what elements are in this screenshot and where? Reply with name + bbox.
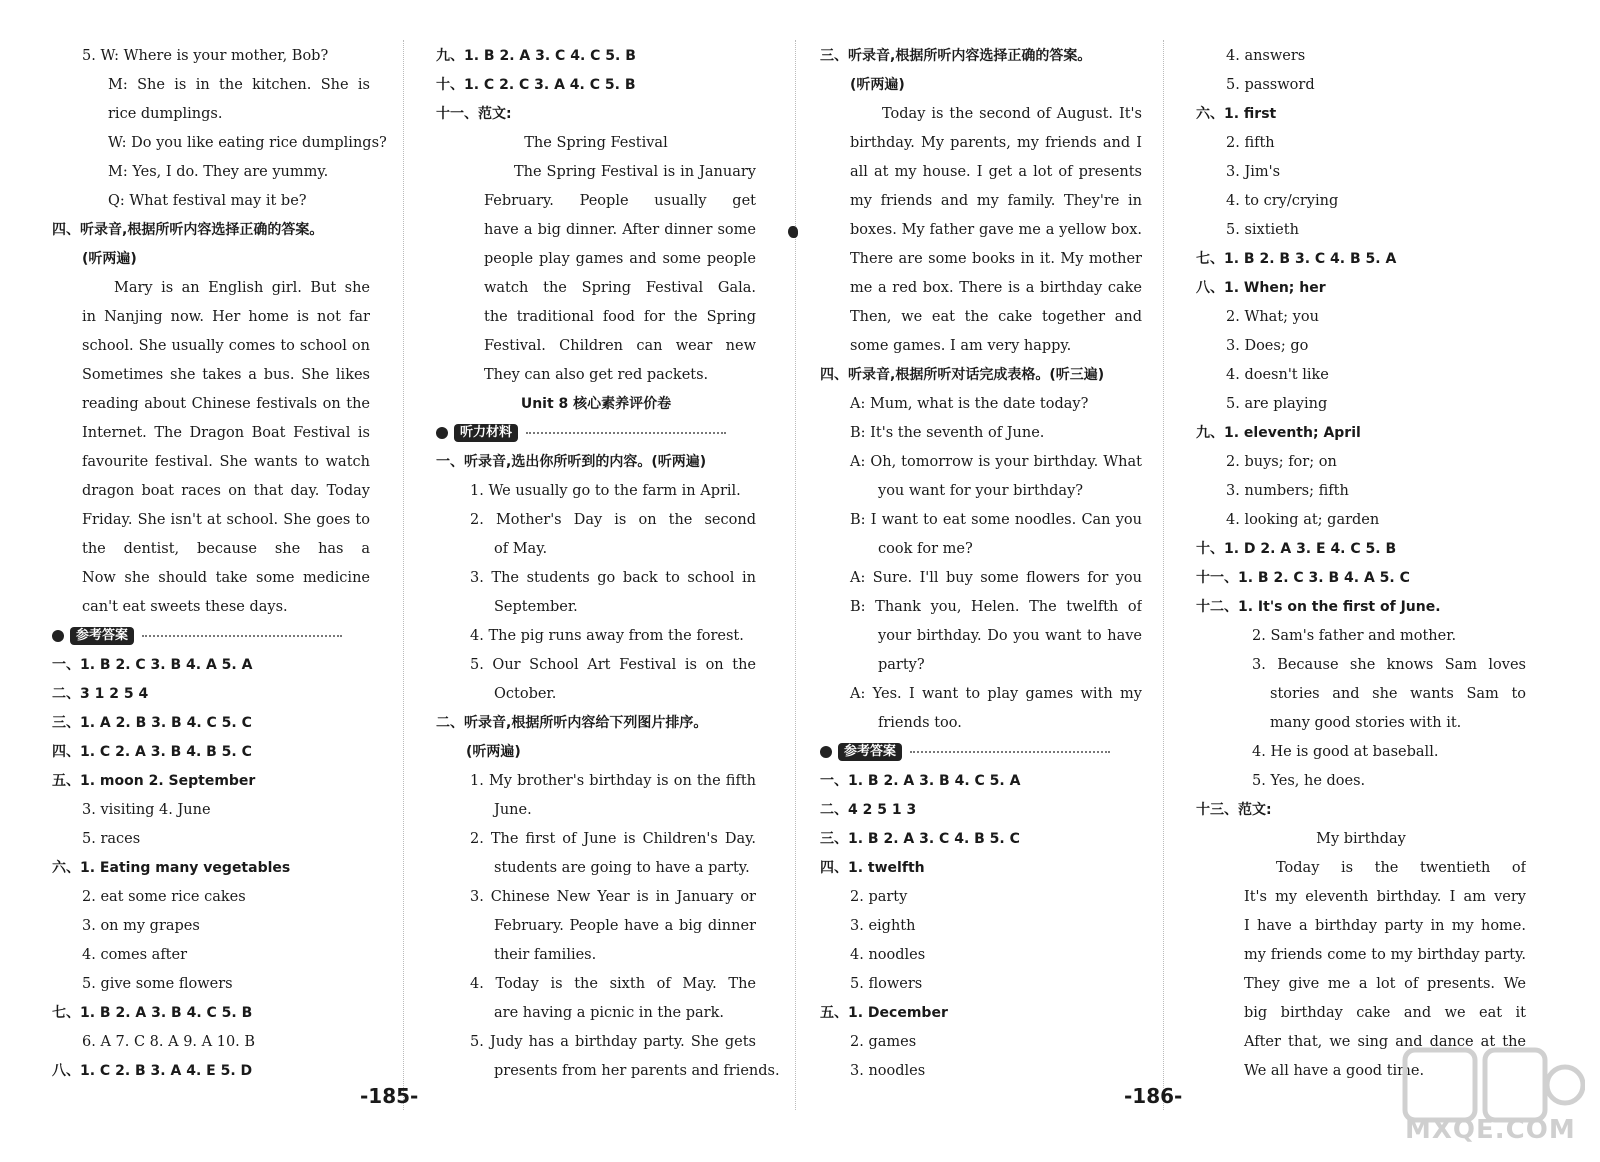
text-line: 4. He is good at baseball.	[1252, 744, 1439, 760]
text-line: 5. Our School Art Festival is on the	[470, 657, 756, 673]
text-line: Internet. The Dragon Boat Festival is	[82, 425, 370, 441]
text-line: They can also get red packets.	[484, 367, 709, 383]
text-line: B: I want to eat some noodles. Can you	[850, 512, 1142, 528]
text-line: 六、1. first	[1196, 106, 1277, 122]
text-line: have a big dinner. After dinner some	[484, 222, 756, 238]
text-line: 2. buys; for; on	[1226, 454, 1337, 470]
page-number-right: -186-	[1124, 1084, 1183, 1108]
text-line: 1. We usually go to the farm in April.	[470, 483, 741, 499]
text-line: 五、1. moon 2. September	[52, 773, 256, 789]
text-line: 4. noodles	[850, 947, 926, 963]
text-line: students are going to have a party.	[494, 860, 750, 876]
text-line: 四、听录音,根据所听对话完成表格。(听三遍)	[820, 367, 1105, 383]
text-line: 5. Judy has a birthday party. She gets	[470, 1034, 756, 1050]
text-line: 1. My brother's birthday is on the fifth	[470, 773, 756, 789]
text-line: October.	[494, 686, 557, 702]
text-line: After that, we sing and dance at the	[1244, 1034, 1526, 1050]
text-line: can't eat sweets these days.	[82, 599, 288, 615]
text-line: W: Do you like eating rice dumplings?	[108, 135, 387, 151]
text-line: 十三、范文:	[1196, 802, 1272, 818]
text-line: Festival. Children can wear new	[484, 338, 756, 354]
text-line: rice dumplings.	[108, 106, 223, 122]
headphone-icon	[436, 427, 448, 439]
text-line: Q: What festival may it be?	[108, 193, 307, 209]
text-line: 六、1. Eating many vegetables	[52, 860, 291, 876]
text-line: 2. The first of June is Children's Day.	[470, 831, 756, 847]
text-line: party?	[878, 657, 925, 673]
text-line: 二、4 2 5 1 3	[820, 802, 917, 818]
text-line: dragon boat races on that day. Today	[82, 483, 370, 499]
text-line: 八、1. C 2. B 3. A 4. E 5. D	[52, 1063, 253, 1079]
column-divider	[1163, 40, 1164, 1110]
text-line: my friends and my family. They're in	[850, 193, 1142, 209]
text-line: 3. Does; go	[1226, 338, 1309, 354]
gutter-divider	[795, 40, 796, 1110]
text-line: 2. games	[850, 1034, 917, 1050]
column-2	[436, 42, 780, 1086]
column-3	[820, 42, 1142, 1086]
text-line: 七、1. B 2. A 3. B 4. C 5. B	[52, 1005, 253, 1021]
text-line: 4. The pig runs away from the forest.	[470, 628, 744, 644]
text-line: 3. Jim's	[1226, 164, 1281, 180]
text-line: 3. Because she knows Sam loves	[1252, 657, 1526, 673]
text-line: in Nanjing now. Her home is not far	[82, 309, 370, 325]
ink-blot	[788, 226, 798, 238]
text-line: 十一、1. B 2. C 3. B 4. A 5. C	[1196, 570, 1410, 586]
text-line: Then, we eat the cake together and	[850, 309, 1142, 325]
text-line: 3. numbers; fifth	[1226, 483, 1349, 499]
text-line: February. People usually get	[484, 193, 756, 209]
text-line: A: Mum, what is the date today?	[850, 396, 1089, 412]
text-line: 九、1. eleventh; April	[1196, 425, 1361, 441]
text-line: 八、1. When; her	[1196, 280, 1326, 296]
text-line: some games. I am very happy.	[850, 338, 1072, 354]
text-line: 四、1. C 2. A 3. B 4. B 5. C	[52, 744, 252, 760]
text-line: February. People have a big dinner	[494, 918, 756, 934]
text-line: 5. password	[1226, 77, 1315, 93]
text-line: There are some books in it. My mother	[850, 251, 1142, 267]
text-line: 一、1. B 2. C 3. B 4. A 5. A	[52, 657, 253, 673]
text-line: 4. to cry/crying	[1226, 193, 1339, 209]
text-line: 九、1. B 2. A 3. C 4. C 5. B	[436, 48, 636, 64]
text-line: 三、1. B 2. A 3. C 4. B 5. C	[820, 831, 1020, 847]
text-line: 6. A 7. C 8. A 9. A 10. B	[82, 1034, 256, 1050]
text-line: me a red box. There is a birthday cake	[850, 280, 1142, 296]
section-badge: 参考答案	[70, 627, 134, 645]
text-line: their families.	[494, 947, 597, 963]
dotted-rule	[526, 432, 726, 434]
text-line: My birthday	[1316, 831, 1406, 847]
section-badge: 听力材料	[454, 424, 518, 442]
text-line: the dentist, because she has a	[82, 541, 370, 557]
text-line: 二、3 1 2 5 4	[52, 686, 149, 702]
text-line: 4. answers	[1226, 48, 1306, 64]
text-line: 2. Mother's Day is on the second	[470, 512, 756, 528]
text-line: 2. Sam's father and mother.	[1252, 628, 1457, 644]
text-line: 3. Chinese New Year is in January or	[470, 889, 756, 905]
text-line: A: Oh, tomorrow is your birthday. What	[850, 454, 1142, 470]
text-line: (听两遍)	[466, 744, 521, 760]
text-line: A: Yes. I want to play games with my	[850, 686, 1142, 702]
text-line: 5. sixtieth	[1226, 222, 1299, 238]
text-line: big birthday cake and we eat it	[1244, 1005, 1526, 1021]
dotted-rule	[910, 751, 1110, 753]
text-line: B: It's the seventh of June.	[850, 425, 1045, 441]
text-line: of May.	[494, 541, 548, 557]
text-line: M: Yes, I do. They are yummy.	[108, 164, 329, 180]
text-line: 一、1. B 2. A 3. B 4. C 5. A	[820, 773, 1021, 789]
text-line: 3. The students go back to school in	[470, 570, 756, 586]
text-line: 2. fifth	[1226, 135, 1275, 151]
text-line: people play games and some people	[484, 251, 756, 267]
text-line: 5. Yes, he does.	[1252, 773, 1366, 789]
text-line: 4. comes after	[82, 947, 188, 963]
text-line: 五、1. December	[820, 1005, 948, 1021]
text-line	[52, 622, 370, 651]
text-line: school. She usually comes to school on	[82, 338, 370, 354]
text-line: boxes. My father gave me a yellow box.	[850, 222, 1142, 238]
text-line: reading about Chinese festivals on the	[82, 396, 370, 412]
text-line: 十、1. C 2. C 3. A 4. C 5. B	[436, 77, 636, 93]
headphone-icon	[52, 630, 64, 642]
text-line: 5. give some flowers	[82, 976, 233, 992]
text-line: B: Thank you, Helen. The twelfth of	[850, 599, 1142, 615]
text-line	[436, 419, 756, 448]
text-line: 4. looking at; garden	[1226, 512, 1380, 528]
text-line: Mary is an English girl. But she	[114, 280, 370, 296]
text-line: 2. party	[850, 889, 908, 905]
text-line: friends too.	[878, 715, 962, 731]
text-line: 3. visiting 4. June	[82, 802, 211, 818]
text-line: (听两遍)	[82, 251, 137, 267]
text-line: 十一、范文:	[436, 106, 512, 122]
text-line: They give me a lot of presents. We	[1244, 976, 1526, 992]
text-line: 四、1. twelfth	[820, 860, 925, 876]
text-line: 3. noodles	[850, 1063, 926, 1079]
text-line: Sometimes she takes a bus. She likes	[82, 367, 370, 383]
text-line: 二、听录音,根据所听内容给下列图片排序。	[436, 715, 708, 731]
text-line: birthday. My parents, my friends and I	[850, 135, 1142, 151]
text-line: 十、1. D 2. A 3. E 4. C 5. B	[1196, 541, 1397, 557]
column-4	[1196, 42, 1526, 1086]
text-line: Now she should take some medicine	[82, 570, 370, 586]
text-line: Friday. She isn't at school. She goes to	[82, 512, 370, 528]
text-line: A: Sure. I'll buy some flowers for you	[850, 570, 1142, 586]
text-line: watch the Spring Festival Gala.	[484, 280, 756, 296]
text-line: 十二、1. It's on the first of June.	[1196, 599, 1441, 615]
text-line: September.	[494, 599, 578, 615]
text-line: cook for me?	[878, 541, 973, 557]
text-line: (听两遍)	[850, 77, 905, 93]
text-line: The Spring Festival	[524, 135, 668, 151]
text-line: presents from her parents and friends.	[494, 1063, 780, 1079]
text-line: 2. What; you	[1226, 309, 1319, 325]
text-line: Today is the second of August. It's	[882, 106, 1142, 122]
page-number-left: -185-	[360, 1084, 419, 1108]
text-line: 一、听录音,选出你所听到的内容。(听两遍)	[436, 454, 707, 470]
text-line: stories and she wants Sam to	[1270, 686, 1526, 702]
text-line: 三、1. A 2. B 3. B 4. C 5. C	[52, 715, 252, 731]
section-badge: 参考答案	[838, 743, 902, 761]
dotted-rule	[142, 635, 342, 637]
text-line: all at my house. I get a lot of presents	[850, 164, 1142, 180]
text-line: I have a birthday party in my home.	[1244, 918, 1526, 934]
text-line: favourite festival. She wants to watch	[82, 454, 370, 470]
text-line: It's my eleventh birthday. I am very	[1244, 889, 1526, 905]
watermark-text: MXQE.COM	[1405, 1115, 1576, 1145]
text-line: 4. Today is the sixth of May. The	[470, 976, 756, 992]
text-line: my friends come to my birthday party.	[1244, 947, 1526, 963]
text-line: the traditional food for the Spring	[484, 309, 756, 325]
column-divider	[403, 40, 404, 1110]
text-line: We all have a good time.	[1244, 1063, 1425, 1079]
text-line	[820, 738, 1142, 767]
text-line: 2. eat some rice cakes	[82, 889, 246, 905]
headphone-icon	[820, 746, 832, 758]
text-line: your birthday. Do you want to have	[878, 628, 1142, 644]
text-line: June.	[494, 802, 532, 818]
text-line: you want for your birthday?	[878, 483, 1084, 499]
text-line: M: She is in the kitchen. She is	[108, 77, 370, 93]
text-line: 3. eighth	[850, 918, 916, 934]
text-line: 四、听录音,根据所听内容选择正确的答案。	[52, 222, 324, 238]
column-1	[52, 42, 387, 1086]
text-line: Today is the twentieth of	[1276, 860, 1526, 876]
text-line: Unit 8 核心素养评价卷	[520, 396, 672, 412]
text-line: 3. on my grapes	[82, 918, 200, 934]
text-line: many good stories with it.	[1270, 715, 1462, 731]
text-line: 5. are playing	[1226, 396, 1328, 412]
text-line: The Spring Festival is in January	[514, 164, 756, 180]
text-line: 七、1. B 2. B 3. C 4. B 5. A	[1196, 251, 1397, 267]
text-line: are having a picnic in the park.	[494, 1005, 725, 1021]
text-line: 5. flowers	[850, 976, 923, 992]
text-line: 4. doesn't like	[1226, 367, 1329, 383]
text-line: 5. W: Where is your mother, Bob?	[82, 48, 329, 64]
text-line: 三、听录音,根据所听内容选择正确的答案。	[820, 48, 1092, 64]
text-line: 5. races	[82, 831, 141, 847]
